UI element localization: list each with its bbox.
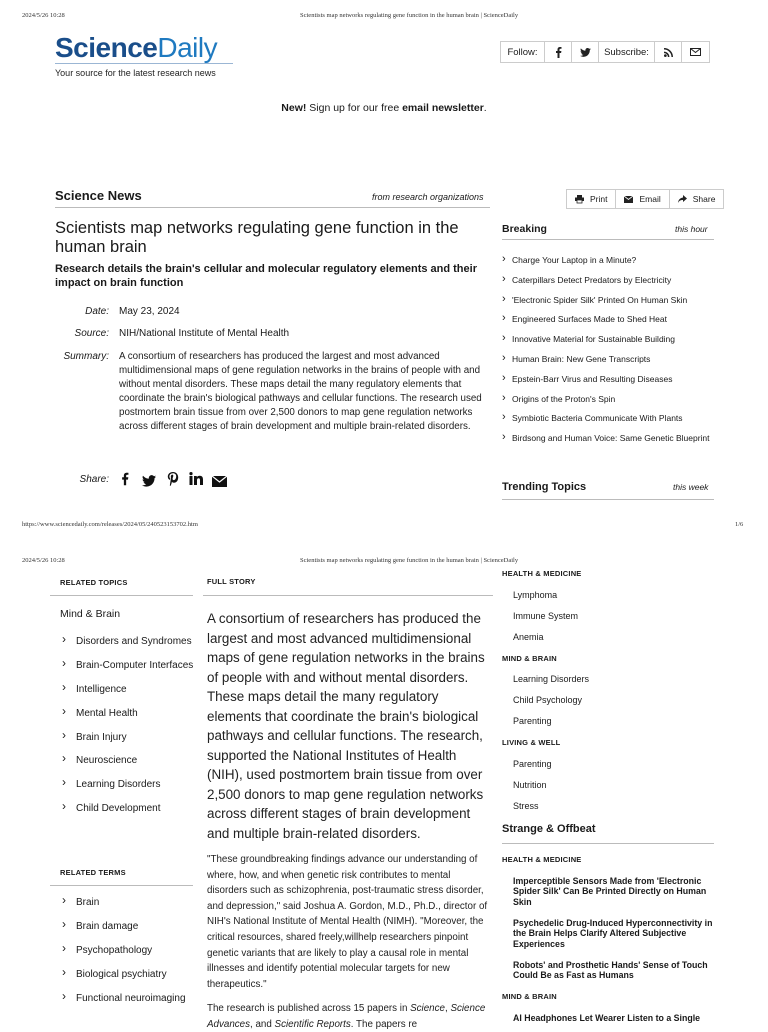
email-button[interactable] xyxy=(616,190,669,208)
related-topic-item[interactable]: › Intelligence xyxy=(60,682,195,698)
trending-living-item[interactable]: Parenting xyxy=(513,759,552,769)
print-url: https://www.sciencedaily.com/releases/2024/05/240523153702.htm xyxy=(22,521,198,528)
trending-divider xyxy=(502,499,714,500)
article-date: May 23, 2024 xyxy=(119,306,180,317)
subscribe-label: Subscribe: xyxy=(599,42,655,62)
related-topic-item[interactable]: › Brain Injury xyxy=(60,730,195,746)
related-topics-title: RELATED TOPICS xyxy=(60,578,128,587)
share-label: Share xyxy=(692,194,716,204)
article-headline: Scientists map networks regulating gene function in the human brain xyxy=(55,219,459,256)
logo-underline xyxy=(55,63,233,64)
trending-mind-item[interactable]: Parenting xyxy=(513,716,552,726)
trending-health-title: HEALTH & MEDICINE xyxy=(502,569,582,578)
section-from: from research organizations xyxy=(372,192,484,202)
breaking-list xyxy=(502,254,714,452)
story-paragraph-2: "These groundbreaking findings advance our understanding of where, how, and when genetic risk contributes to mental disorders such as schizophrenia, post-traumatic stress disorder, and depression," said Joshua A. Gordon, M.D., Ph.D., director of NIH's National Institute of Mental Health (NIMH). "Moreover, the critical resources, shared freely,willhelp researchers pinpoint genetic variants that are likely to play a causal role in mental illnesses and identify potential molecular targets for new therapeutics." xyxy=(207,854,488,990)
trending-mind-item[interactable]: Child Psychology xyxy=(513,695,583,705)
logo-science: Science xyxy=(55,32,158,63)
envelope-icon xyxy=(624,196,633,203)
story-paragraph-3 xyxy=(207,1001,493,1032)
email-label: Email xyxy=(639,194,661,204)
breaking-news-item[interactable]: › Origins of the Proton's Spin xyxy=(502,393,714,406)
story-paragraph-1: A consortium of researchers has produced the largest and most advanced multidimensional maps of gene regulation networks in the brains of people with and without mental disorders. These maps detail the many regulatory elements that coordinate the brain's biological pathways and cellular functions. The research, supported the National Institutes of Health (NIH), used postmortem brain tissue from over 2,500 donors to map gene regulation networks across different stages of brain development and multiple brain-related disorders. xyxy=(207,611,485,841)
related-terms-list xyxy=(60,895,195,1014)
journal-scientific-reports: Scientific Reports xyxy=(274,1018,351,1030)
article-source: NIH/National Institute of Mental Health xyxy=(119,328,290,339)
breaking-news-item[interactable]: › Caterpillars Detect Predators by Electricity xyxy=(502,274,714,287)
related-topics-group[interactable]: Mind & Brain xyxy=(60,608,121,620)
related-term-item[interactable]: › Brain damage xyxy=(60,919,195,935)
strange-health-item[interactable]: Imperceptible Sensors Made from 'Electronic Spider Silk' Can Be Printed Directly on Human Skin xyxy=(513,876,707,907)
email-subscribe-icon[interactable] xyxy=(682,42,709,62)
trending-health-item[interactable]: Lymphoma xyxy=(513,590,558,600)
breaking-news-item[interactable]: › Charge Your Laptop in a Minute? xyxy=(502,254,714,267)
share-row-label: Share: xyxy=(79,474,109,485)
share-email-icon[interactable] xyxy=(212,474,227,490)
trending-mind-title: MIND & BRAIN xyxy=(502,654,557,663)
full-story-title: FULL STORY xyxy=(207,577,256,586)
newsletter-period: . xyxy=(483,102,487,114)
trending-mind-item[interactable]: Learning Disorders xyxy=(513,674,590,684)
newsletter-new: New! xyxy=(281,102,307,114)
date-label: Date: xyxy=(85,306,109,317)
section-divider xyxy=(55,207,490,208)
breaking-news-item[interactable]: › Innovative Material for Sustainable Building xyxy=(502,333,714,346)
strange-mind-title: MIND & BRAIN xyxy=(502,992,557,1001)
trending-when: this week xyxy=(673,482,709,492)
article-summary: A consortium of researchers has produced the largest and most advanced multidimensional maps of gene regulation networks in the brains of people with and without mental disorders. These maps detail the many regulatory elements that coordinate the brain's biological pathways and cellular functions. The research used postmortem brain tissue from over 2,500 donors to map gene regulation networks across different stages of brain development and multiple brain-related disorders. xyxy=(119,351,482,432)
strange-health-item[interactable]: Robots' and Prosthetic Hands' Sense of Touch Could Be as Fast as Humans xyxy=(513,960,708,981)
share-twitter-icon[interactable] xyxy=(142,474,156,490)
twitter-icon[interactable] xyxy=(572,42,599,62)
printer-icon xyxy=(575,195,584,203)
related-topic-item[interactable]: › Brain-Computer Interfaces xyxy=(60,658,195,674)
newsletter-link[interactable]: email newsletter xyxy=(402,102,484,114)
trending-living-title: LIVING & WELL xyxy=(502,738,561,747)
related-term-item[interactable]: › Functional neuroimaging xyxy=(60,991,195,1007)
journal-science: Science xyxy=(410,1003,445,1014)
trending-health-item[interactable]: Anemia xyxy=(513,632,544,642)
print-datetime: 2024/5/26 10:28 xyxy=(22,12,65,19)
related-topics-divider xyxy=(50,595,193,596)
breaking-when: this hour xyxy=(675,224,708,234)
print-datetime-2: 2024/5/26 10:28 xyxy=(22,557,65,564)
related-terms-divider xyxy=(50,885,193,886)
story-p3-and: , and xyxy=(250,1018,275,1030)
article-tools xyxy=(566,189,724,209)
newsletter-text: Sign up for our free xyxy=(306,102,403,114)
share-linkedin-icon[interactable] xyxy=(189,472,203,488)
related-term-item[interactable]: › Brain xyxy=(60,895,195,911)
related-topic-item[interactable]: › Neuroscience xyxy=(60,753,195,769)
summary-label: Summary: xyxy=(63,351,109,362)
related-topic-item[interactable]: › Learning Disorders xyxy=(60,777,195,793)
tagline: Your source for the latest research news xyxy=(55,68,216,78)
print-button[interactable] xyxy=(567,190,616,208)
breaking-divider xyxy=(502,239,714,240)
follow-label: Follow: xyxy=(501,42,545,62)
share-arrow-icon xyxy=(678,195,687,203)
share-facebook-icon[interactable] xyxy=(121,472,129,488)
strange-divider xyxy=(502,843,714,844)
related-topic-item[interactable]: › Mental Health xyxy=(60,706,195,722)
share-pinterest-icon[interactable] xyxy=(167,472,179,488)
story-p3-comma: , xyxy=(444,1003,451,1014)
full-story-divider xyxy=(203,595,493,596)
related-topics-list xyxy=(60,634,195,825)
sciencedaily-logo[interactable] xyxy=(55,32,217,64)
facebook-icon[interactable] xyxy=(545,42,572,62)
story-p3-tail: . The papers re xyxy=(350,1018,418,1030)
trending-health-item[interactable]: Immune System xyxy=(513,611,579,621)
section-title[interactable]: Science News xyxy=(55,188,142,203)
follow-bar xyxy=(500,41,710,63)
related-terms-title: RELATED TERMS xyxy=(60,868,126,877)
breaking-news-item[interactable]: › Human Brain: New Gene Transcripts xyxy=(502,353,714,366)
print-label: Print xyxy=(590,194,608,204)
print-page-number: 1/6 xyxy=(735,521,744,528)
share-button[interactable] xyxy=(670,190,724,208)
journal-science-advances: Science Advances xyxy=(207,1003,486,1030)
newsletter-banner[interactable] xyxy=(0,102,768,114)
story-p3-text: The research is published across 15 papers in xyxy=(207,1003,411,1014)
breaking-news-item[interactable]: › Epstein-Barr Virus and Resulting Diseases xyxy=(502,373,714,386)
strange-mind-item[interactable]: AI Headphones Let Wearer Listen to a Single xyxy=(513,1013,701,1023)
breaking-news-item[interactable]: › Birdsong and Human Voice: Same Genetic Blueprint xyxy=(502,432,714,445)
breaking-news-item[interactable]: › 'Electronic Spider Silk' Printed On Human Skin xyxy=(502,294,714,307)
trending-living-item[interactable]: Nutrition xyxy=(513,780,547,790)
rss-icon[interactable] xyxy=(655,42,682,62)
related-topic-item[interactable]: › Disorders and Syndromes xyxy=(60,634,195,650)
print-page-title: Scientists map networks regulating gene function in the human brain | ScienceDaily xyxy=(300,12,519,19)
trending-living-item[interactable]: Stress xyxy=(513,801,539,811)
breaking-title[interactable]: Breaking xyxy=(502,223,547,235)
article-subhead: Research details the brain's cellular and molecular regulatory elements and their impact on brain function xyxy=(55,263,477,289)
logo-daily: Daily xyxy=(157,32,218,63)
source-label: Source: xyxy=(74,328,109,339)
print-page-title-2: Scientists map networks regulating gene function in the human brain | ScienceDaily xyxy=(300,557,519,564)
related-topic-item[interactable]: › Child Development xyxy=(60,801,195,817)
breaking-news-item[interactable]: › Engineered Surfaces Made to Shed Heat xyxy=(502,313,714,326)
breaking-news-item[interactable]: › Symbiotic Bacteria Communicate With Plants xyxy=(502,412,714,425)
strange-offbeat-title[interactable]: Strange & Offbeat xyxy=(502,823,596,835)
trending-title[interactable]: Trending Topics xyxy=(502,481,587,493)
strange-health-item[interactable]: Psychedelic Drug-Induced Hyperconnectivity in the Brain Helps Clarify Altered Subjective Experiences xyxy=(513,918,713,949)
related-term-item[interactable]: › Biological psychiatry xyxy=(60,967,195,983)
strange-health-title: HEALTH & MEDICINE xyxy=(502,855,582,864)
related-term-item[interactable]: › Psychopathology xyxy=(60,943,195,959)
